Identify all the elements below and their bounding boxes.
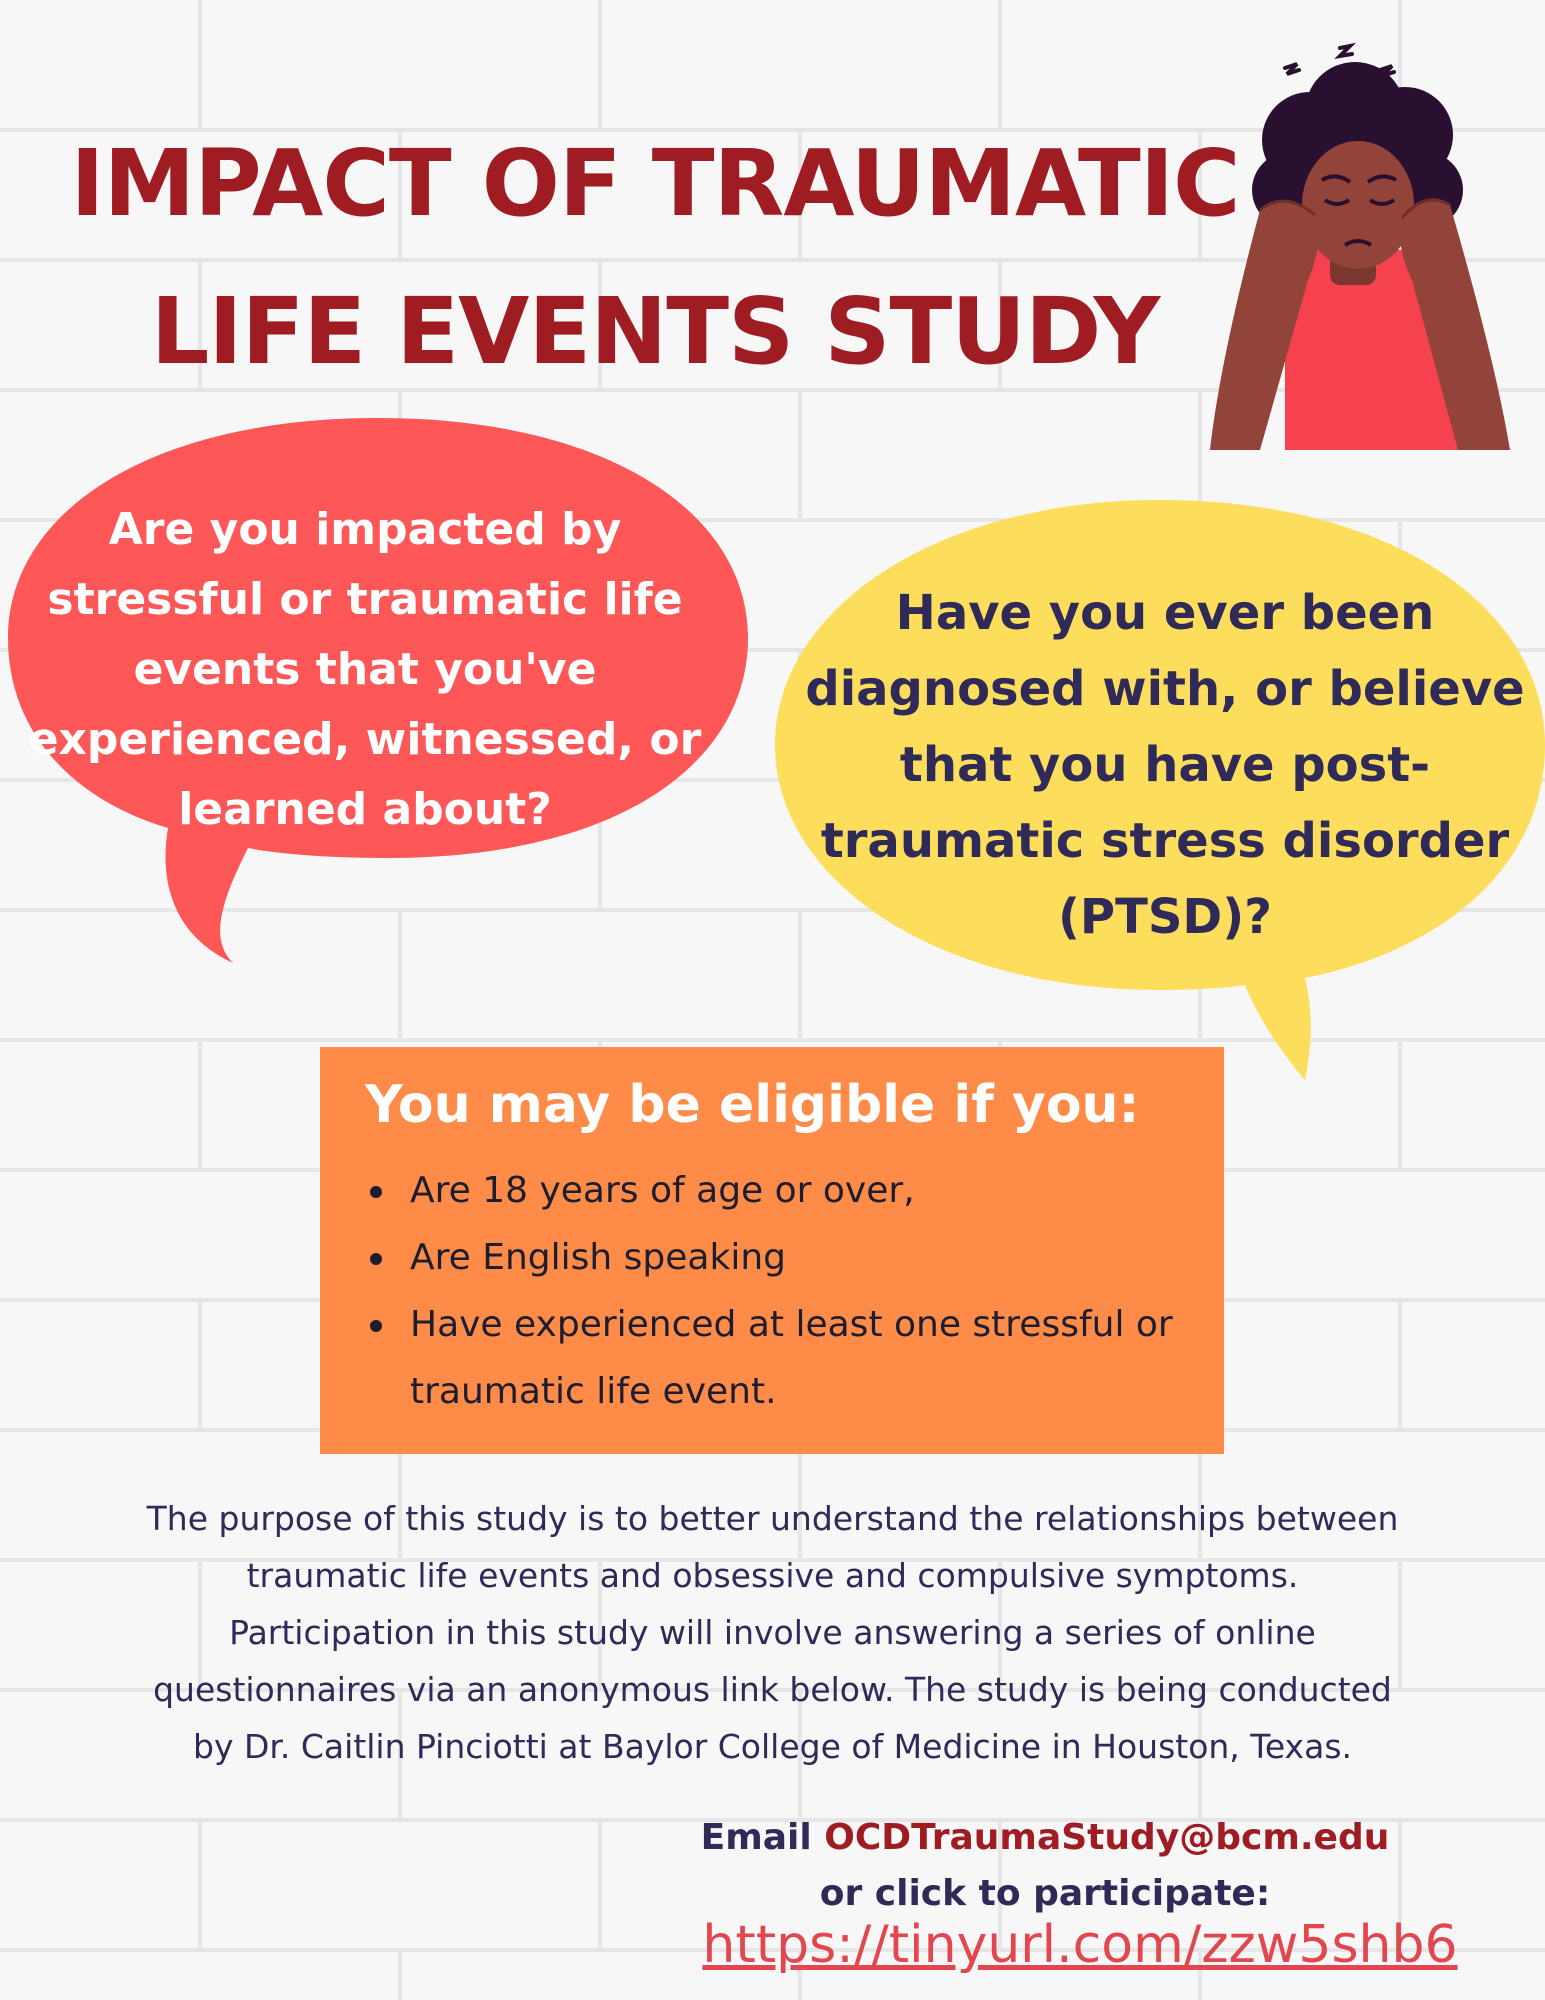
bubble-right-line: that you have post- [899,737,1431,793]
bubble-left-line: learned about? [178,784,552,835]
eligibility-item: Are English speaking [360,1224,1210,1291]
purpose-line: Participation in this study will involve answering a series of online [229,1613,1316,1652]
purpose-line: by Dr. Caitlin Pinciotti at Baylor College of Medicine in Houston, Texas. [193,1727,1352,1766]
email-line [600,1810,1490,1866]
question-impacted [15,495,715,845]
bubble-left-line: events that you've [133,644,597,695]
purpose-line: questionnaires via an anonymous link below. The study is being conducted [153,1670,1392,1709]
eligibility-heading: You may be eligible if you: [365,1075,1140,1135]
contact-block [600,1810,1490,1922]
participate-text: or click to participate: [819,1873,1271,1914]
email-link[interactable]: OCDTraumaStudy@bcm.edu [824,1817,1390,1858]
stressed-woman-illustration [1190,40,1520,490]
page-title [40,110,1270,406]
title-line-1: IMPACT OF TRAUMATIC [70,130,1240,237]
bubble-left-line: Are you impacted by [108,504,622,555]
bubble-right-line: (PTSD)? [1057,889,1273,945]
question-ptsd [800,575,1530,955]
study-purpose-text [40,1490,1505,1775]
email-prefix: Email [700,1817,812,1858]
eligibility-box [320,1047,1224,1454]
purpose-line: traumatic life events and obsessive and compulsive symptoms. [246,1556,1299,1595]
bubble-left-line: stressful or traumatic life [47,574,683,625]
bubble-right-line: traumatic stress disorder [820,813,1510,869]
purpose-line: The purpose of this study is to better understand the relationships between [146,1499,1399,1538]
eligibility-item: Have experienced at least one stressful or traumatic life event. [360,1291,1210,1425]
bubble-right-line: Have you ever been [895,585,1435,641]
eligibility-list [360,1157,1210,1425]
bubble-left-line: experienced, witnessed, or [28,714,702,765]
title-line-2: LIFE EVENTS STUDY [150,278,1160,385]
bubble-right-line: diagnosed with, or believe [805,661,1525,717]
participate-link[interactable]: https://tinyurl.com/zzw5shb6 [702,1915,1458,1975]
eligibility-item: Are 18 years of age or over, [360,1157,1210,1224]
